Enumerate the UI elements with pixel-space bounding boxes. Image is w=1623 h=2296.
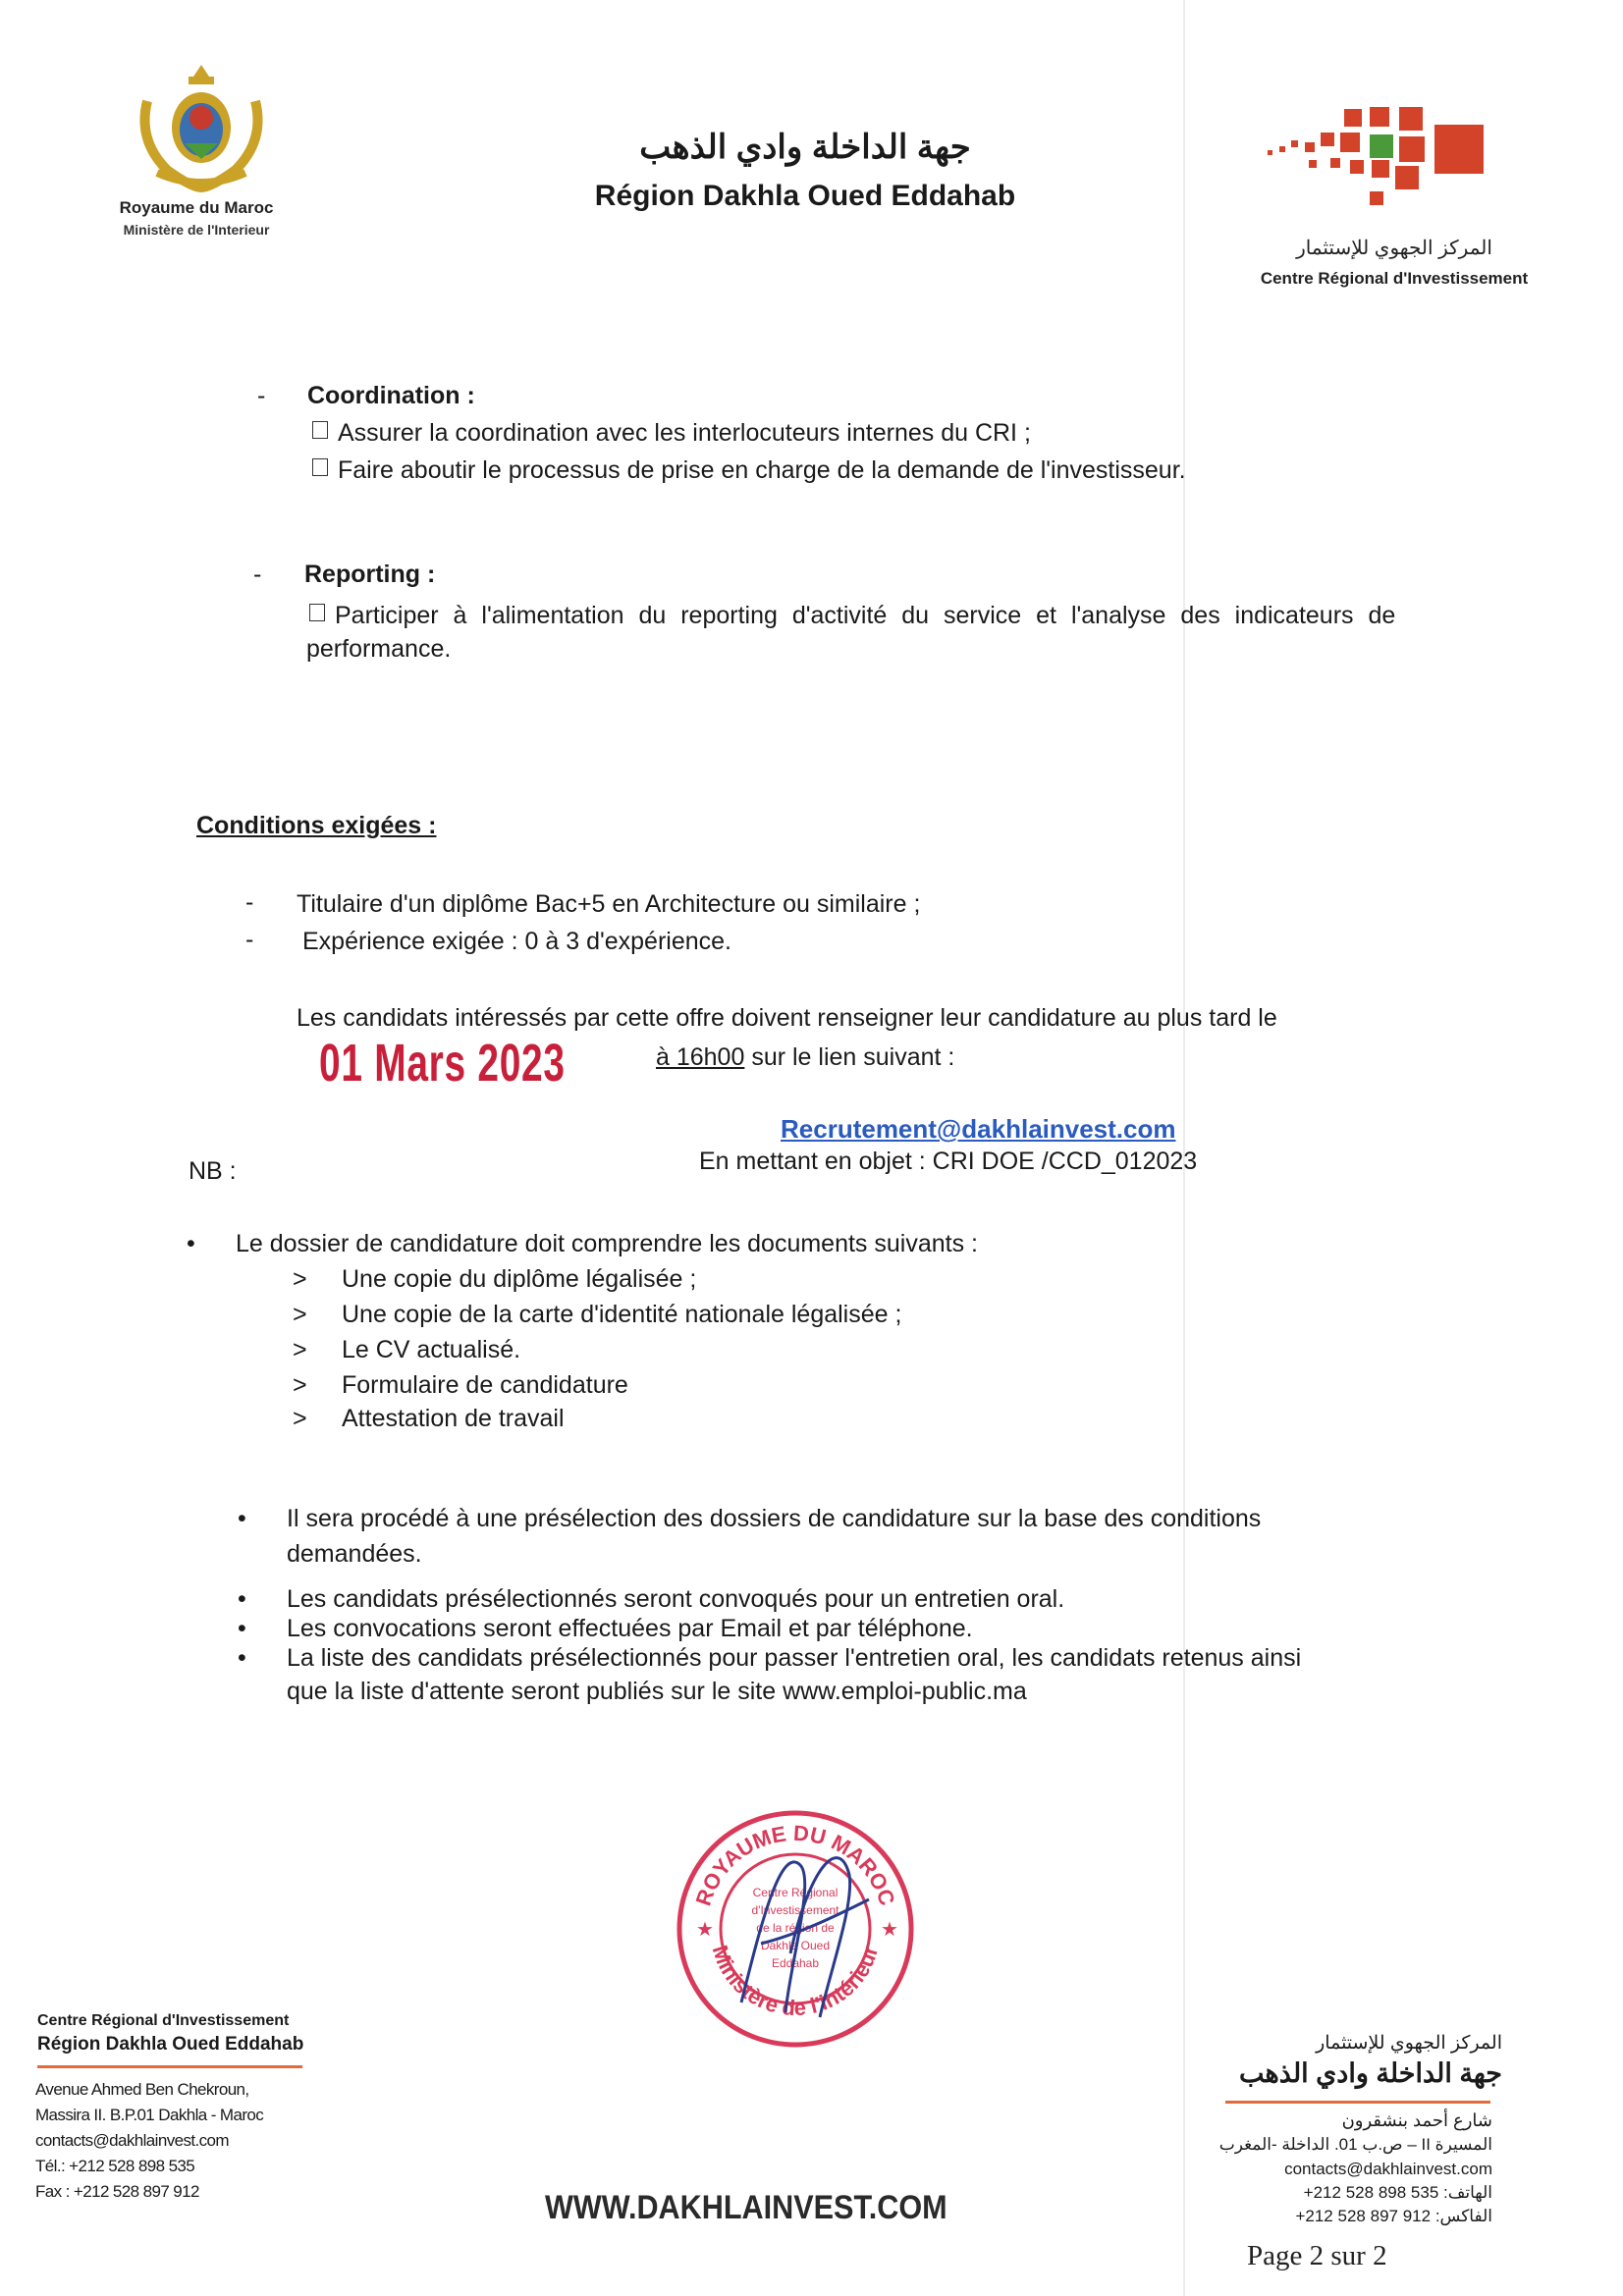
- checkbox-icon: [312, 421, 328, 439]
- application-intro: Les candidats intéressés par cette offre doivent renseigner leur candidature au plus tard le: [297, 1004, 1277, 1032]
- deadline-date-stamp: 01 Mars 2023: [319, 1034, 566, 1093]
- seal-inner-line: Centre Régional: [752, 1886, 839, 1899]
- bullet-icon: •: [238, 1644, 246, 1672]
- seal-inner-line: d'Investissement: [751, 1903, 839, 1917]
- seal-top-text: ROYAUME DU MAROC: [690, 1820, 900, 1909]
- region-title-arabic: جهة الداخلة وادي الذهب: [639, 129, 971, 166]
- document-item: > Une copie du diplôme légalisée ;: [293, 1262, 696, 1296]
- footer-address-arabic: شارع أحمد بنشقرون: [1341, 2110, 1492, 2130]
- seal-inner-line: Dakhla Oued: [760, 1939, 831, 1952]
- footer-region-name: Région Dakhla Oued Eddahab: [37, 2034, 304, 2055]
- note-item-continued: demandées.: [287, 1540, 422, 1568]
- svg-text:★: ★: [881, 1919, 898, 1941]
- footer-divider: [1225, 2101, 1490, 2104]
- arrow-icon: >: [293, 1301, 307, 1328]
- note-item: • La liste des candidats présélectionnés pour passer l'entretien oral, les candidats retenus ainsi: [238, 1641, 1301, 1675]
- checkbox-icon: [312, 458, 328, 476]
- ministere-label: Ministère de l'Interieur: [123, 222, 270, 238]
- footer-address-arabic: المسيرة II – ص.ب 01. الداخلة -المغرب: [1218, 2135, 1492, 2154]
- seal-inner-line: Eddahab: [771, 1956, 820, 1970]
- cri-name-arabic: المركز الجهوي للإستثمار: [1296, 238, 1492, 259]
- seal-inner-line: de la région de: [756, 1921, 835, 1935]
- royal-coat-of-arms-logo: [128, 57, 275, 194]
- document-item: > Une copie de la carte d'identité nationale légalisée ;: [293, 1298, 901, 1331]
- footer-website[interactable]: WWW.DAKHLAINVEST.COM: [545, 2189, 947, 2226]
- nb-label: NB :: [189, 1157, 237, 1185]
- region-title-french: Région Dakhla Oued Eddahab: [594, 180, 1016, 212]
- condition-dash: -: [245, 888, 254, 916]
- footer-fax-arabic: الفاكس: 912 897 528 212+: [1295, 2207, 1492, 2225]
- reporting-item: Participer à l'alimentation du reporting d'activité du service et l'analyse des indicateurs de: [309, 599, 1395, 632]
- reporting-item-continued: performance.: [306, 635, 452, 663]
- svg-text:★: ★: [696, 1919, 714, 1941]
- bullet-icon: •: [238, 1585, 246, 1613]
- note-item: • Il sera procédé à une présélection des dossiers de candidature sur la base des conditions: [238, 1502, 1261, 1535]
- footer-address-block: Avenue Ahmed Ben Chekroun, Massira II. B.P.01 Dakhla - Maroc contacts@dakhlainvest.com Tél.: +212 528 898 535 Fax : +212 528 897 912: [35, 2080, 264, 2201]
- official-seal-stamp: [673, 1806, 918, 2052]
- footer-phone-arabic: الهاتف: 535 898 528 212+: [1303, 2183, 1492, 2202]
- coordination-heading: Coordination :: [307, 382, 475, 409]
- condition-item: Expérience exigée : 0 à 3 d'expérience.: [302, 928, 731, 955]
- footer-cri-name: Centre Régional d'Investissement: [37, 2012, 290, 2029]
- footer-cri-arabic: المركز الجهوي للإستثمار: [1316, 2033, 1502, 2054]
- condition-item: Titulaire d'un diplôme Bac+5 en Architecture ou similaire ;: [297, 890, 921, 918]
- footer-email: contacts@dakhlainvest.com: [1284, 2160, 1492, 2178]
- page-number: Page 2 sur 2: [1247, 2240, 1387, 2271]
- reporting-dash: -: [253, 561, 262, 588]
- coordination-item: Faire aboutir le processus de prise en charge de la demande de l'investisseur.: [312, 454, 1186, 487]
- royaume-label: Royaume du Maroc: [119, 198, 274, 217]
- cri-name-french: Centre Régional d'Investissement: [1260, 269, 1529, 288]
- arrow-icon: >: [293, 1371, 307, 1399]
- note-item-continued: que la liste d'attente seront publiés sur le site www.emploi-public.ma: [287, 1678, 1027, 1705]
- bullet-icon: •: [187, 1230, 195, 1257]
- coordination-dash: -: [257, 382, 266, 409]
- checkbox-icon: [309, 604, 325, 621]
- recruitment-email-link[interactable]: Recrutement@dakhlainvest.com: [781, 1114, 1176, 1144]
- cri-pixel-logo: [1262, 103, 1546, 231]
- document-item: > Attestation de travail: [293, 1402, 565, 1435]
- arrow-icon: >: [293, 1405, 307, 1432]
- footer-divider: [37, 2065, 302, 2068]
- deadline-time: à 16h00 sur le lien suivant :: [656, 1043, 955, 1071]
- seal-bottom-text: Ministère de l'intérieur: [707, 1942, 884, 2021]
- document-item: > Le CV actualisé.: [293, 1333, 520, 1366]
- note-item: • Les convocations seront effectuées par Email et par téléphone.: [238, 1612, 973, 1645]
- note-item: • Les candidats présélectionnés seront convoqués pour un entretien oral.: [238, 1582, 1064, 1616]
- coordination-item: Assurer la coordination avec les interlocuteurs internes du CRI ;: [312, 416, 1031, 450]
- arrow-icon: >: [293, 1265, 307, 1293]
- conditions-heading: Conditions exigées :: [196, 812, 437, 839]
- bullet-icon: •: [238, 1505, 246, 1532]
- footer-region-arabic: جهة الداخلة وادي الذهب: [1239, 2058, 1502, 2088]
- condition-dash: -: [245, 926, 254, 953]
- arrow-icon: >: [293, 1336, 307, 1363]
- reporting-heading: Reporting :: [304, 561, 436, 588]
- bullet-icon: •: [238, 1615, 246, 1642]
- dossier-intro: • Le dossier de candidature doit comprendre les documents suivants :: [187, 1227, 978, 1260]
- document-item: > Formulaire de candidature: [293, 1368, 628, 1402]
- email-subject-line: En mettant en objet : CRI DOE /CCD_012023: [699, 1148, 1198, 1175]
